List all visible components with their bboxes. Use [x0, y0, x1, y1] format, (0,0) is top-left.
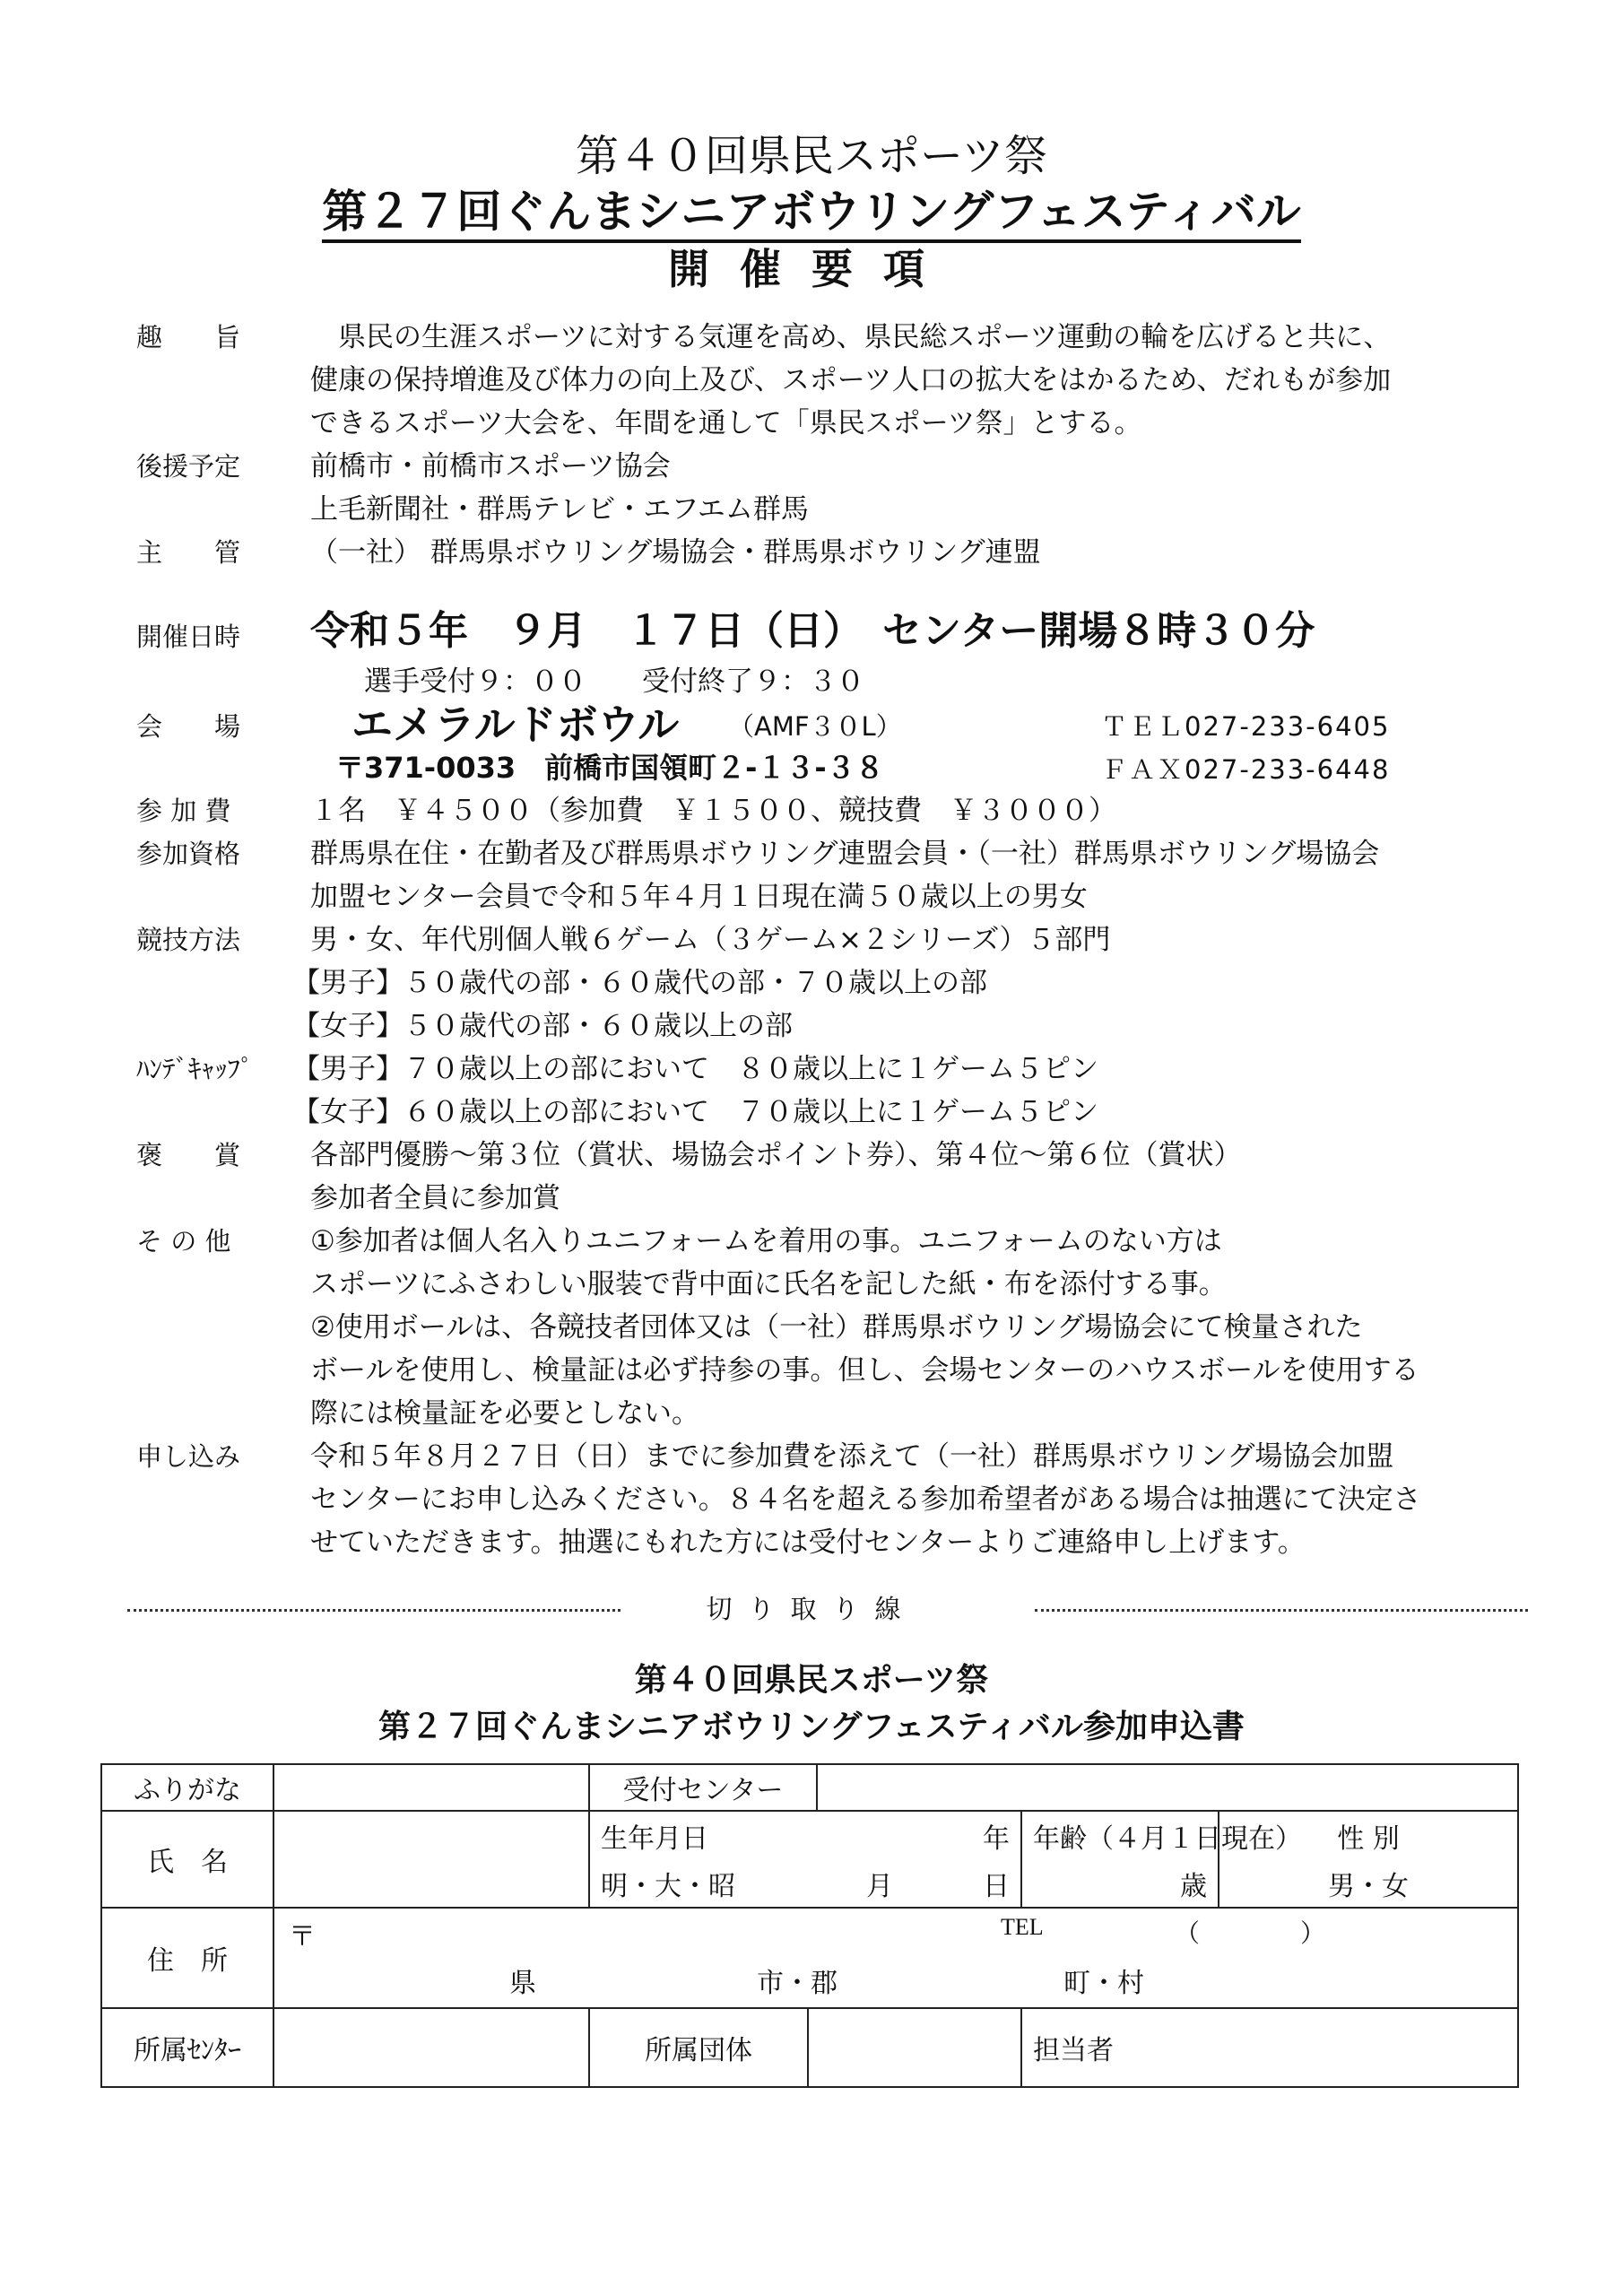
label-apply: 申し込み: [136, 1441, 241, 1472]
age-unit: 歳: [1180, 1870, 1207, 1902]
venue-address: 〒371-0033 前橋市国領町２-１３-３８: [335, 751, 884, 785]
handicap-line: 【男子】７０歳以上の部において ８０歳以上に１ゲーム５ピン: [292, 1053, 1098, 1085]
name-label: 氏 名: [101, 1811, 273, 1908]
label-method: 競技方法: [136, 925, 241, 955]
venue-fax: ＦＡＸ027-233-6448: [1101, 754, 1391, 785]
awards-line: 各部門優勝～第３位（賞状、場協会ポイント券）、第４位～第６位（賞状）: [310, 1139, 1242, 1171]
contact-label: 担当者: [1033, 2035, 1114, 2066]
label-venue: 会 場: [136, 711, 241, 742]
address-field[interactable]: [273, 1908, 1518, 2008]
prefecture-label: 県: [509, 1968, 536, 1999]
era-options: 明・大・昭: [601, 1870, 735, 1902]
birth-day-unit: 日: [983, 1870, 1010, 1902]
title-guidelines: 開催要項: [668, 245, 955, 293]
awards-line: 参加者全員に参加賞: [310, 1182, 560, 1214]
age-field[interactable]: [1021, 1859, 1219, 1908]
label-awards: 褒 賞: [136, 1140, 241, 1170]
label-datetime: 開催日時: [136, 622, 241, 652]
furigana-label: ふりがな: [101, 1764, 273, 1811]
eligibility-line: 群馬県在住・在勤者及び群馬県ボウリング連盟会員・（一社）群馬県ボウリング場協会: [310, 838, 1380, 870]
title-event: [0, 185, 1623, 239]
handicap-line: 【女子】６０歳以上の部において ７０歳以上に１ゲーム５ピン: [292, 1096, 1098, 1128]
postal-mark: 〒: [289, 1921, 316, 1952]
other-line: ボールを使用し、検量証は必ず持参の事。但し、会場センターのハウスボールを使用する: [310, 1354, 1419, 1387]
center-label: 所属ｾﾝﾀｰ: [101, 2008, 273, 2087]
venue-note: （AMF３０L）: [728, 711, 902, 742]
form-title-festival: 第４０回県民スポーツ祭: [634, 1662, 989, 1699]
reception-center-field[interactable]: [817, 1764, 1518, 1811]
label-handicap: ﾊﾝﾃﾞｷｬｯﾌﾟ: [136, 1054, 254, 1084]
application-form: [100, 1763, 1519, 2088]
sex-options[interactable]: 男・女: [1219, 1859, 1518, 1908]
age-label: 年齢（４月１日現在）: [1021, 1811, 1219, 1859]
other-line: 際には検量証を必要としない。: [310, 1397, 699, 1430]
purpose-line: できるスポーツ大会を、年間を通して「県民スポーツ祭」とする。: [310, 407, 1142, 439]
venue-name: エメラルドボウル: [352, 700, 680, 749]
support-line: 上毛新聞社・群馬テレビ・エフエム群馬: [310, 493, 809, 526]
label-eligibility: 参加資格: [136, 839, 241, 869]
birth-year-unit: 年: [983, 1822, 1010, 1855]
other-line: スポーツにふさわしい服装で背中面に氏名を記した紙・布を添付する事。: [310, 1268, 1227, 1300]
other-line: ②使用ボールは、各競技者団体又は（一社）群馬県ボウリング場協会にて検量された: [310, 1311, 1363, 1344]
birth-month-unit: 月: [866, 1870, 893, 1902]
center-field[interactable]: [273, 2008, 589, 2087]
birthdate-label: 生年月日: [601, 1822, 708, 1855]
tel-label: TEL: [1001, 1914, 1044, 1940]
city-label: 市・郡: [757, 1968, 838, 1999]
label-organizer: 主 管: [136, 537, 241, 568]
group-label: 所属団体: [589, 2008, 808, 2087]
birthdate-detail[interactable]: [589, 1859, 1021, 1908]
fee-text: １名 ￥４５００（参加費 ￥１５００、競技費 ￥３０００）: [310, 795, 1116, 827]
method-line: 男・女、年代別個人戦６ゲーム（３ゲーム×２シリーズ）５部門: [310, 924, 1111, 956]
support-line: 前橋市・前橋市スポーツ協会: [310, 450, 671, 483]
cut-line-right: [1035, 1609, 1528, 1612]
purpose-line: 県民の生涯スポーツに対する気運を高め、県民総スポーツ運動の輪を広げると共に、: [310, 321, 1392, 353]
label-other: そ の 他: [136, 1226, 231, 1257]
contact-field[interactable]: [1021, 2008, 1518, 2087]
label-purpose: 趣 旨: [136, 322, 241, 352]
apply-line: 令和５年８月２７日（日）までに参加費を添えて（一社）群馬県ボウリング場協会加盟: [310, 1440, 1394, 1473]
datetime-main: 令和５年 ９月 １７日（日） センター開場８時３０分: [310, 608, 1315, 654]
purpose-line: 健康の保持増進及び体力の向上及び、スポーツ人口の拡大をはかるため、だれもが参加: [310, 364, 1392, 396]
address-label: 住 所: [101, 1908, 273, 2008]
other-line: ①参加者は個人名入りユニフォームを着用の事。ユニフォームのない方は: [310, 1225, 1222, 1257]
method-line: 【女子】５０歳代の部・６０歳以上の部: [292, 1010, 793, 1042]
eligibility-line: 加盟センター会員で令和５年４月１日現在満５０歳以上の男女: [310, 881, 1088, 913]
title-event-text: 第２７回ぐんまシニアボウリングフェスティバル: [322, 186, 1301, 243]
furigana-field[interactable]: [273, 1764, 589, 1811]
method-line: 【男子】５０歳代の部・６０歳代の部・７０歳以上の部: [292, 967, 987, 999]
label-fee: 参 加 費: [136, 796, 231, 826]
sex-label: 性 別: [1219, 1811, 1518, 1859]
apply-line: せていただきます。抽選にもれた方には受付センターよりご連絡申し上げます。: [310, 1526, 1306, 1559]
venue-tel: ＴＥＬ027-233-6405: [1101, 711, 1391, 742]
organizer-text: （一社） 群馬県ボウリング場協会・群馬県ボウリング連盟: [310, 536, 1041, 569]
cut-line-label: 切り取り線: [706, 1594, 917, 1624]
label-support: 後援予定: [136, 451, 241, 482]
form-title-application: 第２７回ぐんまシニアボウリングフェスティバル参加申込書: [378, 1709, 1245, 1745]
datetime-sub: 選手受付９：００ 受付終了９：３０: [364, 665, 864, 698]
apply-line: センターにお申し込みください。８４名を超える参加希望者がある場合は抽選にて決定さ: [310, 1483, 1421, 1516]
name-field[interactable]: [273, 1811, 589, 1908]
reception-center-label: 受付センター: [589, 1764, 817, 1811]
birthdate-field[interactable]: [589, 1811, 1021, 1859]
tel-paren: （ ）: [1175, 1918, 1326, 1948]
group-field[interactable]: [808, 2008, 1021, 2087]
town-label: 町・村: [1063, 1968, 1144, 1999]
title-sports-festival: 第４０回県民スポーツ祭: [575, 131, 1048, 181]
